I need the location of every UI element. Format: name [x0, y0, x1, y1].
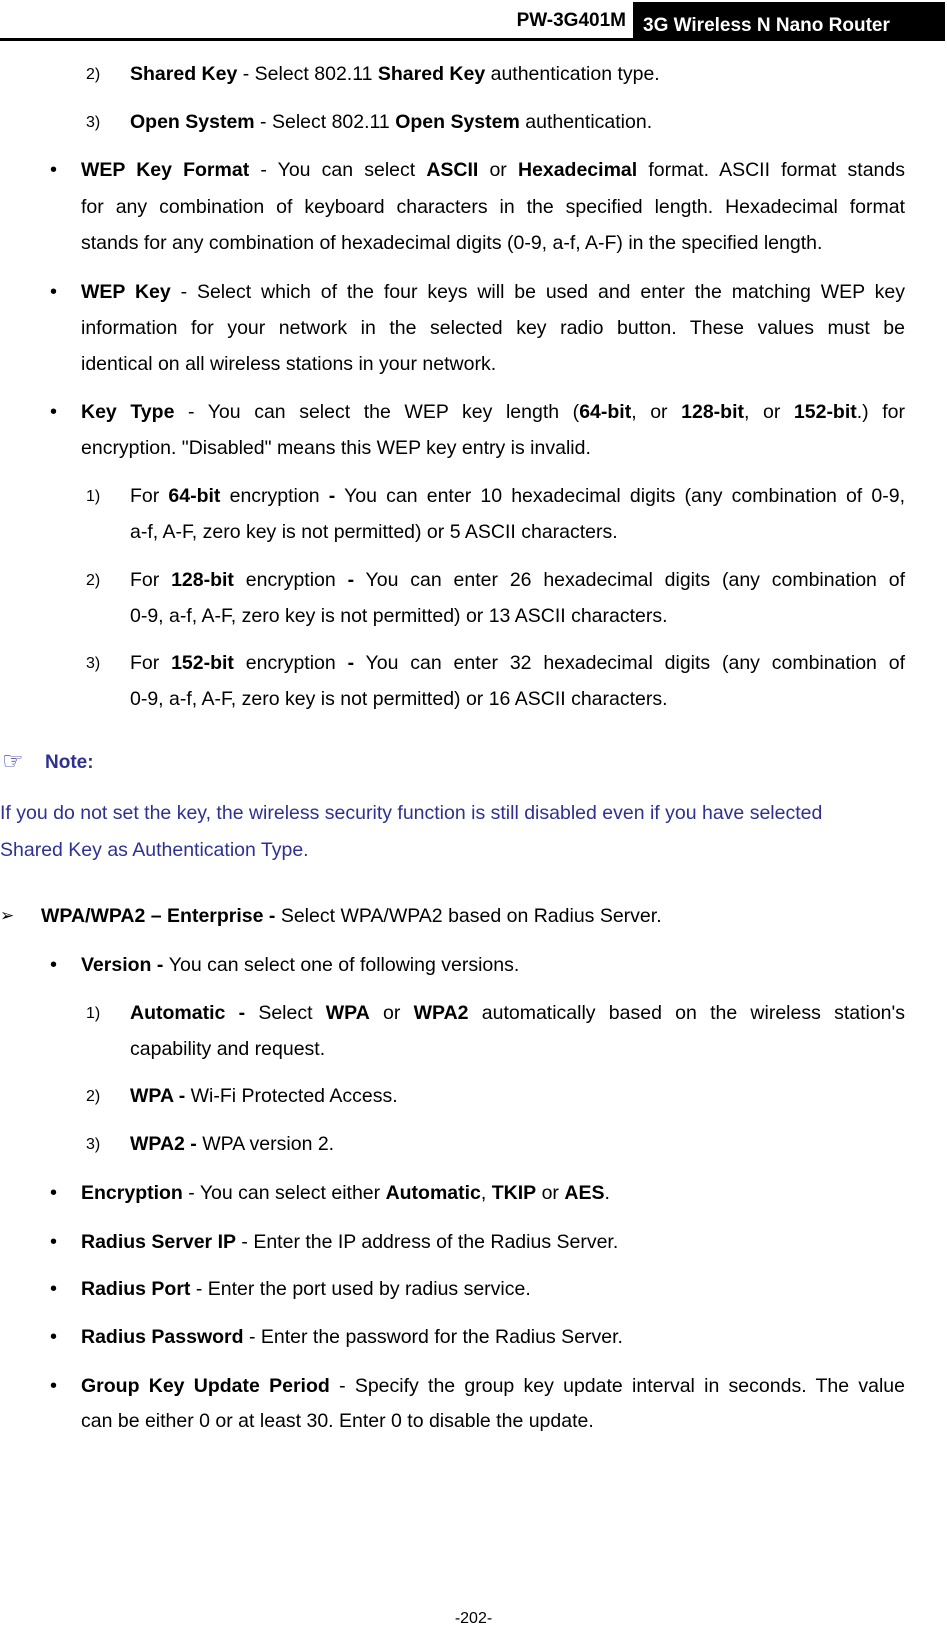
- wep-key-format-line-3: stands for any combination of hexadecimal digits (0-9, a-f, A-F) in the specified length.: [81, 232, 823, 254]
- header-product: 3G Wireless N Nano Router: [633, 2, 945, 38]
- radius-server-ip-item: Radius Server IP - Enter the IP address of the Radius Server.: [81, 1231, 619, 1253]
- header-rule: [0, 38, 945, 41]
- list-number: 2): [86, 1088, 101, 1105]
- list-number: 2): [86, 66, 101, 83]
- version-automatic-line-1: Automatic - Select WPA or WPA2 automatically based on the wireless station's: [130, 1002, 905, 1024]
- list-number: 3): [86, 1136, 101, 1153]
- group-key-line-2: can be either 0 or at least 30. Enter 0 to disable the update.: [81, 1410, 594, 1432]
- key-type-line-1: Key Type - You can select the WEP key length (64-bit, or 128-bit, or 152-bit.) for: [81, 401, 906, 423]
- key-type-line-2: encryption. "Disabled" means this WEP key entry is invalid.: [81, 437, 591, 459]
- version-item: Version - You can select one of following versions.: [81, 954, 520, 976]
- version-wpa2: WPA2 - WPA version 2.: [130, 1133, 335, 1155]
- bullet-icon: •: [50, 1182, 58, 1204]
- arrow-bullet-icon: ➢: [0, 906, 15, 925]
- wep-key-format-line-1: WEP Key Format - You can select ASCII or Hexadecimal format. ASCII format stands: [81, 159, 905, 181]
- note-text-line-1: If you do not set the key, the wireless security function is still disabled even if you have selected: [0, 802, 823, 824]
- list-number: 1): [86, 488, 101, 505]
- shared-key-item: Shared Key - Select 802.11 Shared Key authentication type.: [130, 63, 660, 85]
- version-automatic-line-2: capability and request.: [130, 1038, 326, 1060]
- key-type-128-line-1: For 128-bit encryption - You can enter 26 hexadecimal digits (any combination of: [130, 569, 905, 591]
- radius-port-item: Radius Port - Enter the port used by radius service.: [81, 1278, 531, 1300]
- note-label: Note:: [45, 752, 94, 773]
- list-number: 1): [86, 1005, 101, 1022]
- key-type-64-line-2: a-f, A-F, zero key is not permitted) or 5 ASCII characters.: [130, 521, 618, 543]
- bullet-icon: •: [50, 1231, 58, 1253]
- key-type-64-line-1: For 64-bit encryption - You can enter 10 hexadecimal digits (any combination of 0-9,: [130, 485, 905, 507]
- bullet-icon: •: [50, 954, 58, 976]
- bullet-icon: •: [50, 401, 58, 423]
- wep-key-line-3: identical on all wireless stations in your network.: [81, 353, 497, 375]
- page-header: [0, 0, 945, 40]
- list-number: 3): [86, 655, 101, 672]
- encryption-item: Encryption - You can select either Automatic, TKIP or AES.: [81, 1182, 610, 1204]
- wep-key-line-2: information for your network in the selected key radio button. These values must be: [81, 317, 905, 339]
- key-type-152-line-1: For 152-bit encryption - You can enter 32 hexadecimal digits (any combination of: [130, 652, 905, 674]
- wep-key-line-1: WEP Key - Select which of the four keys will be used and enter the matching WEP key: [81, 281, 905, 303]
- bullet-icon: •: [50, 281, 58, 303]
- page-number: -202-: [454, 1610, 493, 1627]
- radius-password-item: Radius Password - Enter the password for the Radius Server.: [81, 1326, 623, 1348]
- list-number: 2): [86, 572, 101, 589]
- open-system-item: Open System - Select 802.11 Open System authentication.: [130, 111, 653, 133]
- list-number: 3): [86, 114, 101, 131]
- version-wpa: WPA - Wi-Fi Protected Access.: [130, 1085, 398, 1107]
- bullet-icon: •: [50, 1326, 58, 1348]
- key-type-128-line-2: 0-9, a-f, A-F, zero key is not permitted) or 13 ASCII characters.: [130, 605, 668, 627]
- note-text-line-2: Shared Key as Authentication Type.: [0, 839, 309, 861]
- key-type-152-line-2: 0-9, a-f, A-F, zero key is not permitted) or 16 ASCII characters.: [130, 688, 668, 710]
- header-model: PW-3G401M: [516, 10, 626, 31]
- bullet-icon: •: [50, 1278, 58, 1300]
- bullet-icon: •: [50, 1375, 58, 1397]
- pointing-hand-icon: ☞: [2, 748, 24, 775]
- wep-key-format-line-2: for any combination of keyboard characters in the specified length. Hexadecimal format: [81, 196, 905, 218]
- bullet-icon: •: [50, 159, 58, 181]
- enterprise-heading: WPA/WPA2 – Enterprise - Select WPA/WPA2 based on Radius Server.: [41, 905, 662, 927]
- group-key-line-1: Group Key Update Period - Specify the group key update interval in seconds. The value: [81, 1375, 905, 1397]
